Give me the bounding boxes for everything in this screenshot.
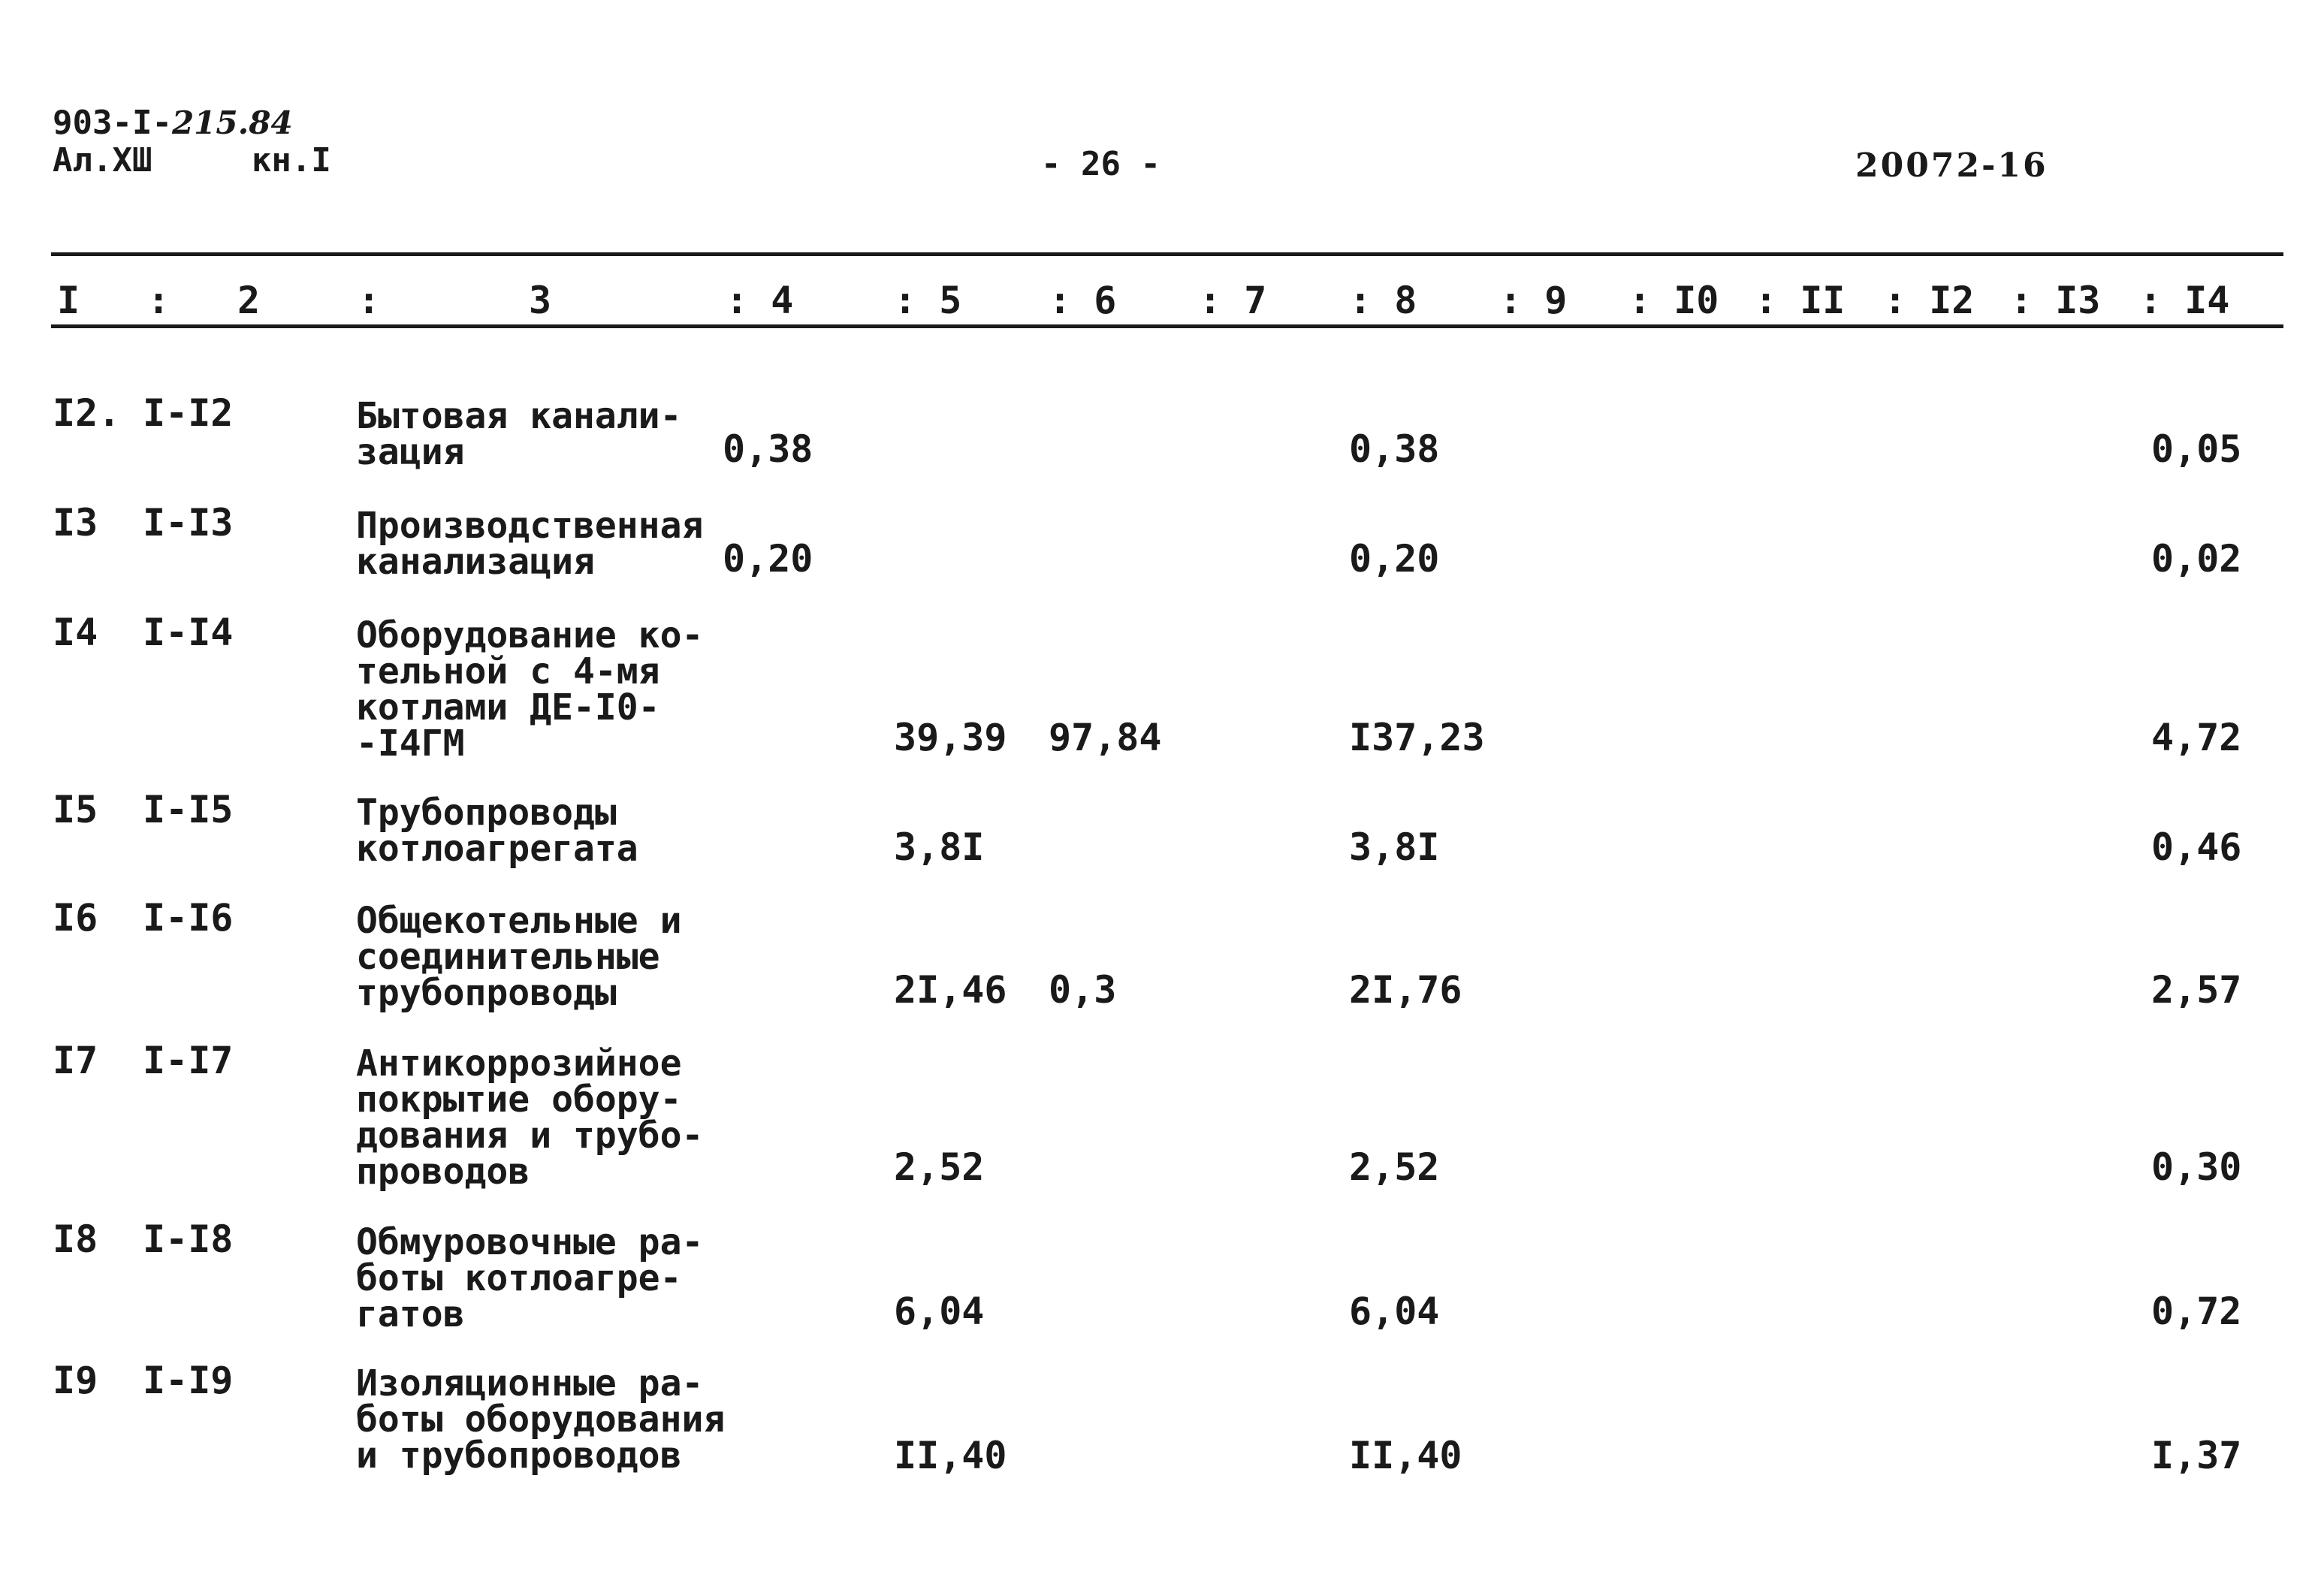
cell-col14: 2,57 [2151, 968, 2242, 1012]
row-code: I-I2 [143, 391, 234, 435]
cell-col5: 39,39 [894, 716, 1007, 759]
column-header: : 8 [1349, 279, 1417, 322]
row-number: I6 [53, 896, 98, 940]
column-header: : 9 [1499, 279, 1568, 322]
cell-col8: 0,38 [1349, 427, 1440, 471]
row-code: I-I4 [143, 611, 234, 654]
cell-col14: 0,46 [2151, 825, 2242, 869]
row-description: Оборудование ко- тельной с 4-мя котлами ДЕ-I0- -I4ГМ [356, 614, 704, 765]
column-header: : I4 [2139, 279, 2230, 322]
row-code: I-I6 [143, 896, 234, 940]
cell-col8: 2I,76 [1349, 968, 1462, 1012]
row-number: I8 [53, 1217, 98, 1261]
cell-col14: 0,30 [2151, 1145, 2242, 1189]
row-number: I7 [53, 1039, 98, 1082]
cell-col5: II,40 [894, 1434, 1007, 1477]
cell-col5: 3,8I [894, 825, 985, 869]
column-header: : II [1755, 279, 1846, 322]
document-code-printed: 903-I- [53, 104, 172, 142]
cell-col8: I37,23 [1349, 716, 1485, 759]
cell-col6: 97,84 [1049, 716, 1162, 759]
row-number: I4 [53, 611, 98, 654]
row-description: Производственная канализация [356, 505, 704, 583]
document-code-handwritten: 215.84 [171, 104, 293, 141]
top-rule [51, 252, 2283, 256]
row-number: I2. [53, 391, 121, 435]
cell-col4: 0,38 [723, 427, 813, 471]
cell-col8: 3,8I [1349, 825, 1440, 869]
row-description: Изоляционные ра- боты оборудования и трубопроводов [356, 1362, 726, 1477]
row-description: Общекотельные и соединительные трубопроводы [356, 900, 682, 1014]
row-description: Обмуровочные ра- боты котлоагре- гатов [356, 1221, 704, 1335]
column-header: : I2 [1884, 279, 1975, 322]
cell-col8: 0,20 [1349, 537, 1440, 581]
cell-col14: 0,02 [2151, 537, 2242, 581]
album-book-label: Ал.XШ кн.I [53, 141, 331, 180]
cell-col4: 0,20 [723, 537, 813, 581]
cell-col5: 2,52 [894, 1145, 985, 1189]
row-code: I-I9 [143, 1359, 234, 1402]
cell-col6: 0,3 [1049, 968, 1117, 1012]
row-number: I9 [53, 1359, 98, 1402]
row-description: Трубопроводы котлоагрегата [356, 792, 638, 870]
row-code: I-I5 [143, 788, 234, 831]
cell-col14: 0,05 [2151, 427, 2242, 471]
cell-col5: 2I,46 [894, 968, 1007, 1012]
row-code: I-I3 [143, 501, 234, 545]
page-number: - 26 - [1041, 145, 1160, 183]
row-code: I-I7 [143, 1039, 234, 1082]
column-separator: : [147, 279, 171, 322]
row-number: I5 [53, 788, 98, 831]
document-code [53, 105, 293, 141]
row-description: Антикоррозийное покрытие обору- дования и трубо- проводов [356, 1042, 704, 1193]
cell-col8: 6,04 [1349, 1290, 1440, 1333]
column-header: : I0 [1628, 279, 1719, 322]
column-header: I [57, 279, 80, 322]
row-description: Бытовая канали- зация [356, 395, 682, 473]
header-rule [51, 324, 2283, 328]
column-header: : 4 [726, 279, 794, 322]
doc-number: 20072-16 [1855, 146, 2048, 185]
column-separator: : [358, 279, 381, 322]
cell-col14: 4,72 [2151, 716, 2242, 759]
column-header: : I3 [2010, 279, 2101, 322]
cell-col14: 0,72 [2151, 1290, 2242, 1333]
cell-col14: I,37 [2151, 1434, 2242, 1477]
column-header: : 6 [1049, 279, 1117, 322]
row-number: I3 [53, 501, 98, 545]
column-header: : 7 [1199, 279, 1267, 322]
column-header: : 5 [894, 279, 962, 322]
cell-col8: 2,52 [1349, 1145, 1440, 1189]
column-header: 2 [237, 279, 261, 322]
cell-col5: 6,04 [894, 1290, 985, 1333]
cell-col8: II,40 [1349, 1434, 1462, 1477]
row-code: I-I8 [143, 1217, 234, 1261]
column-header: 3 [529, 279, 552, 322]
